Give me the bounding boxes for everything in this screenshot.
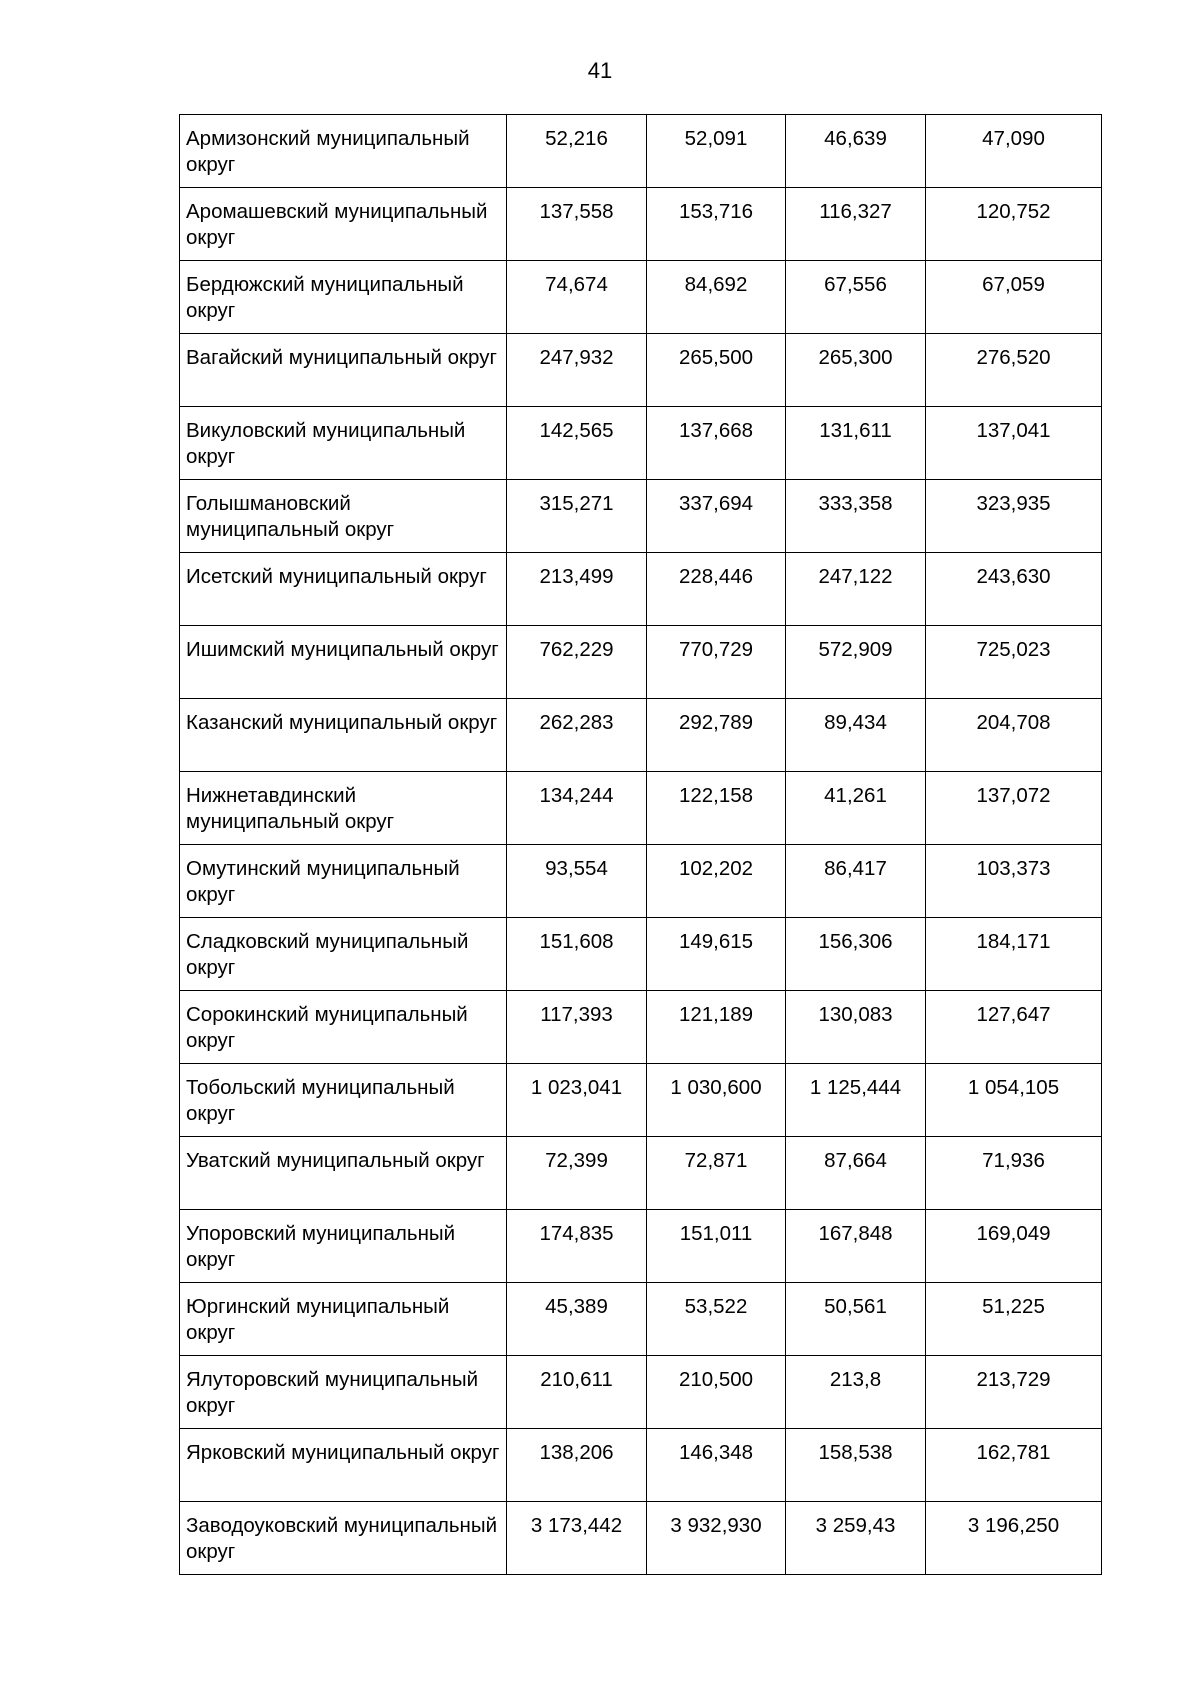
value-cell: 167,848 (786, 1210, 926, 1283)
table-row (180, 407, 1102, 480)
value-cell: 169,049 (926, 1210, 1102, 1283)
value-cell: 117,393 (507, 991, 647, 1064)
value-cell: 213,499 (507, 553, 647, 626)
value-cell: 204,708 (926, 699, 1102, 772)
value-cell: 243,630 (926, 553, 1102, 626)
district-name-cell: Упоровский муниципальный округ (180, 1210, 507, 1283)
value-cell: 52,091 (647, 115, 786, 188)
value-cell: 228,446 (647, 553, 786, 626)
value-cell: 51,225 (926, 1283, 1102, 1356)
table-row (180, 699, 1102, 772)
table-row (180, 1137, 1102, 1210)
value-cell: 86,417 (786, 845, 926, 918)
value-cell: 138,206 (507, 1429, 647, 1502)
value-cell: 137,668 (647, 407, 786, 480)
value-cell: 162,781 (926, 1429, 1102, 1502)
value-cell: 210,611 (507, 1356, 647, 1429)
table-row (180, 188, 1102, 261)
value-cell: 1 054,105 (926, 1064, 1102, 1137)
value-cell: 156,306 (786, 918, 926, 991)
value-cell: 131,611 (786, 407, 926, 480)
value-cell: 142,565 (507, 407, 647, 480)
value-cell: 47,090 (926, 115, 1102, 188)
value-cell: 3 259,43 (786, 1502, 926, 1575)
table-body (180, 115, 1102, 1575)
value-cell: 121,189 (647, 991, 786, 1064)
value-cell: 265,500 (647, 334, 786, 407)
value-cell: 174,835 (507, 1210, 647, 1283)
value-cell: 292,789 (647, 699, 786, 772)
table-row (180, 772, 1102, 845)
value-cell: 41,261 (786, 772, 926, 845)
table-row (180, 1283, 1102, 1356)
value-cell: 67,556 (786, 261, 926, 334)
value-cell: 184,171 (926, 918, 1102, 991)
value-cell: 323,935 (926, 480, 1102, 553)
value-cell: 52,216 (507, 115, 647, 188)
table-row (180, 115, 1102, 188)
table-row (180, 1356, 1102, 1429)
value-cell: 3 173,442 (507, 1502, 647, 1575)
value-cell: 102,202 (647, 845, 786, 918)
value-cell: 158,538 (786, 1429, 926, 1502)
table-row (180, 261, 1102, 334)
value-cell: 45,389 (507, 1283, 647, 1356)
value-cell: 146,348 (647, 1429, 786, 1502)
district-name-cell: Бердюжский муниципальный округ (180, 261, 507, 334)
value-cell: 315,271 (507, 480, 647, 553)
value-cell: 103,373 (926, 845, 1102, 918)
value-cell: 134,244 (507, 772, 647, 845)
district-name-cell: Исетский муниципальный округ (180, 553, 507, 626)
district-name-cell: Ялуторовский муниципальный округ (180, 1356, 507, 1429)
district-name-cell: Заводоуковский муниципальный округ (180, 1502, 507, 1575)
value-cell: 276,520 (926, 334, 1102, 407)
value-cell: 3 932,930 (647, 1502, 786, 1575)
district-name-cell: Тобольский муниципальный округ (180, 1064, 507, 1137)
value-cell: 67,059 (926, 261, 1102, 334)
value-cell: 3 196,250 (926, 1502, 1102, 1575)
value-cell: 247,122 (786, 553, 926, 626)
value-cell: 122,158 (647, 772, 786, 845)
table-row (180, 1502, 1102, 1575)
value-cell: 1 023,041 (507, 1064, 647, 1137)
value-cell: 1 125,444 (786, 1064, 926, 1137)
value-cell: 153,716 (647, 188, 786, 261)
table-row (180, 1064, 1102, 1137)
value-cell: 53,522 (647, 1283, 786, 1356)
table-row (180, 918, 1102, 991)
district-name-cell: Омутинский муниципальный округ (180, 845, 507, 918)
district-name-cell: Ишимский муниципальный округ (180, 626, 507, 699)
value-cell: 762,229 (507, 626, 647, 699)
value-cell: 151,608 (507, 918, 647, 991)
value-cell: 127,647 (926, 991, 1102, 1064)
value-cell: 247,932 (507, 334, 647, 407)
district-name-cell: Армизонский муниципальный округ (180, 115, 507, 188)
value-cell: 265,300 (786, 334, 926, 407)
value-cell: 46,639 (786, 115, 926, 188)
value-cell: 72,871 (647, 1137, 786, 1210)
value-cell: 50,561 (786, 1283, 926, 1356)
value-cell: 333,358 (786, 480, 926, 553)
value-cell: 210,500 (647, 1356, 786, 1429)
value-cell: 93,554 (507, 845, 647, 918)
table-row (180, 1429, 1102, 1502)
value-cell: 572,909 (786, 626, 926, 699)
value-cell: 213,729 (926, 1356, 1102, 1429)
table-row (180, 626, 1102, 699)
district-name-cell: Сорокинский муниципальный округ (180, 991, 507, 1064)
table-row (180, 334, 1102, 407)
value-cell: 149,615 (647, 918, 786, 991)
value-cell: 87,664 (786, 1137, 926, 1210)
value-cell: 213,8 (786, 1356, 926, 1429)
value-cell: 89,434 (786, 699, 926, 772)
district-name-cell: Сладковский муниципальный округ (180, 918, 507, 991)
table-row (180, 991, 1102, 1064)
page-number: 41 (587, 58, 613, 83)
table-row (180, 845, 1102, 918)
value-cell: 71,936 (926, 1137, 1102, 1210)
value-cell: 137,072 (926, 772, 1102, 845)
value-cell: 337,694 (647, 480, 786, 553)
value-cell: 137,041 (926, 407, 1102, 480)
district-name-cell: Вагайский муниципальный округ (180, 334, 507, 407)
value-cell: 725,023 (926, 626, 1102, 699)
value-cell: 72,399 (507, 1137, 647, 1210)
value-cell: 74,674 (507, 261, 647, 334)
district-name-cell: Юргинский муниципальный округ (180, 1283, 507, 1356)
value-cell: 116,327 (786, 188, 926, 261)
table-row (180, 1210, 1102, 1283)
district-name-cell: Викуловский муниципальный округ (180, 407, 507, 480)
value-cell: 137,558 (507, 188, 647, 261)
data-table (179, 114, 1102, 1575)
district-name-cell: Нижнетавдинский муниципальный округ (180, 772, 507, 845)
value-cell: 120,752 (926, 188, 1102, 261)
district-name-cell: Аромашевский муниципальный округ (180, 188, 507, 261)
value-cell: 84,692 (647, 261, 786, 334)
value-cell: 151,011 (647, 1210, 786, 1283)
value-cell: 130,083 (786, 991, 926, 1064)
value-cell: 262,283 (507, 699, 647, 772)
district-name-cell: Казанский муниципальный округ (180, 699, 507, 772)
table-row (180, 480, 1102, 553)
table-row (180, 553, 1102, 626)
district-name-cell: Уватский муниципальный округ (180, 1137, 507, 1210)
value-cell: 1 030,600 (647, 1064, 786, 1137)
value-cell: 770,729 (647, 626, 786, 699)
district-name-cell: Ярковский муниципальный округ (180, 1429, 507, 1502)
district-name-cell: Голышмановский муниципальный округ (180, 480, 507, 553)
